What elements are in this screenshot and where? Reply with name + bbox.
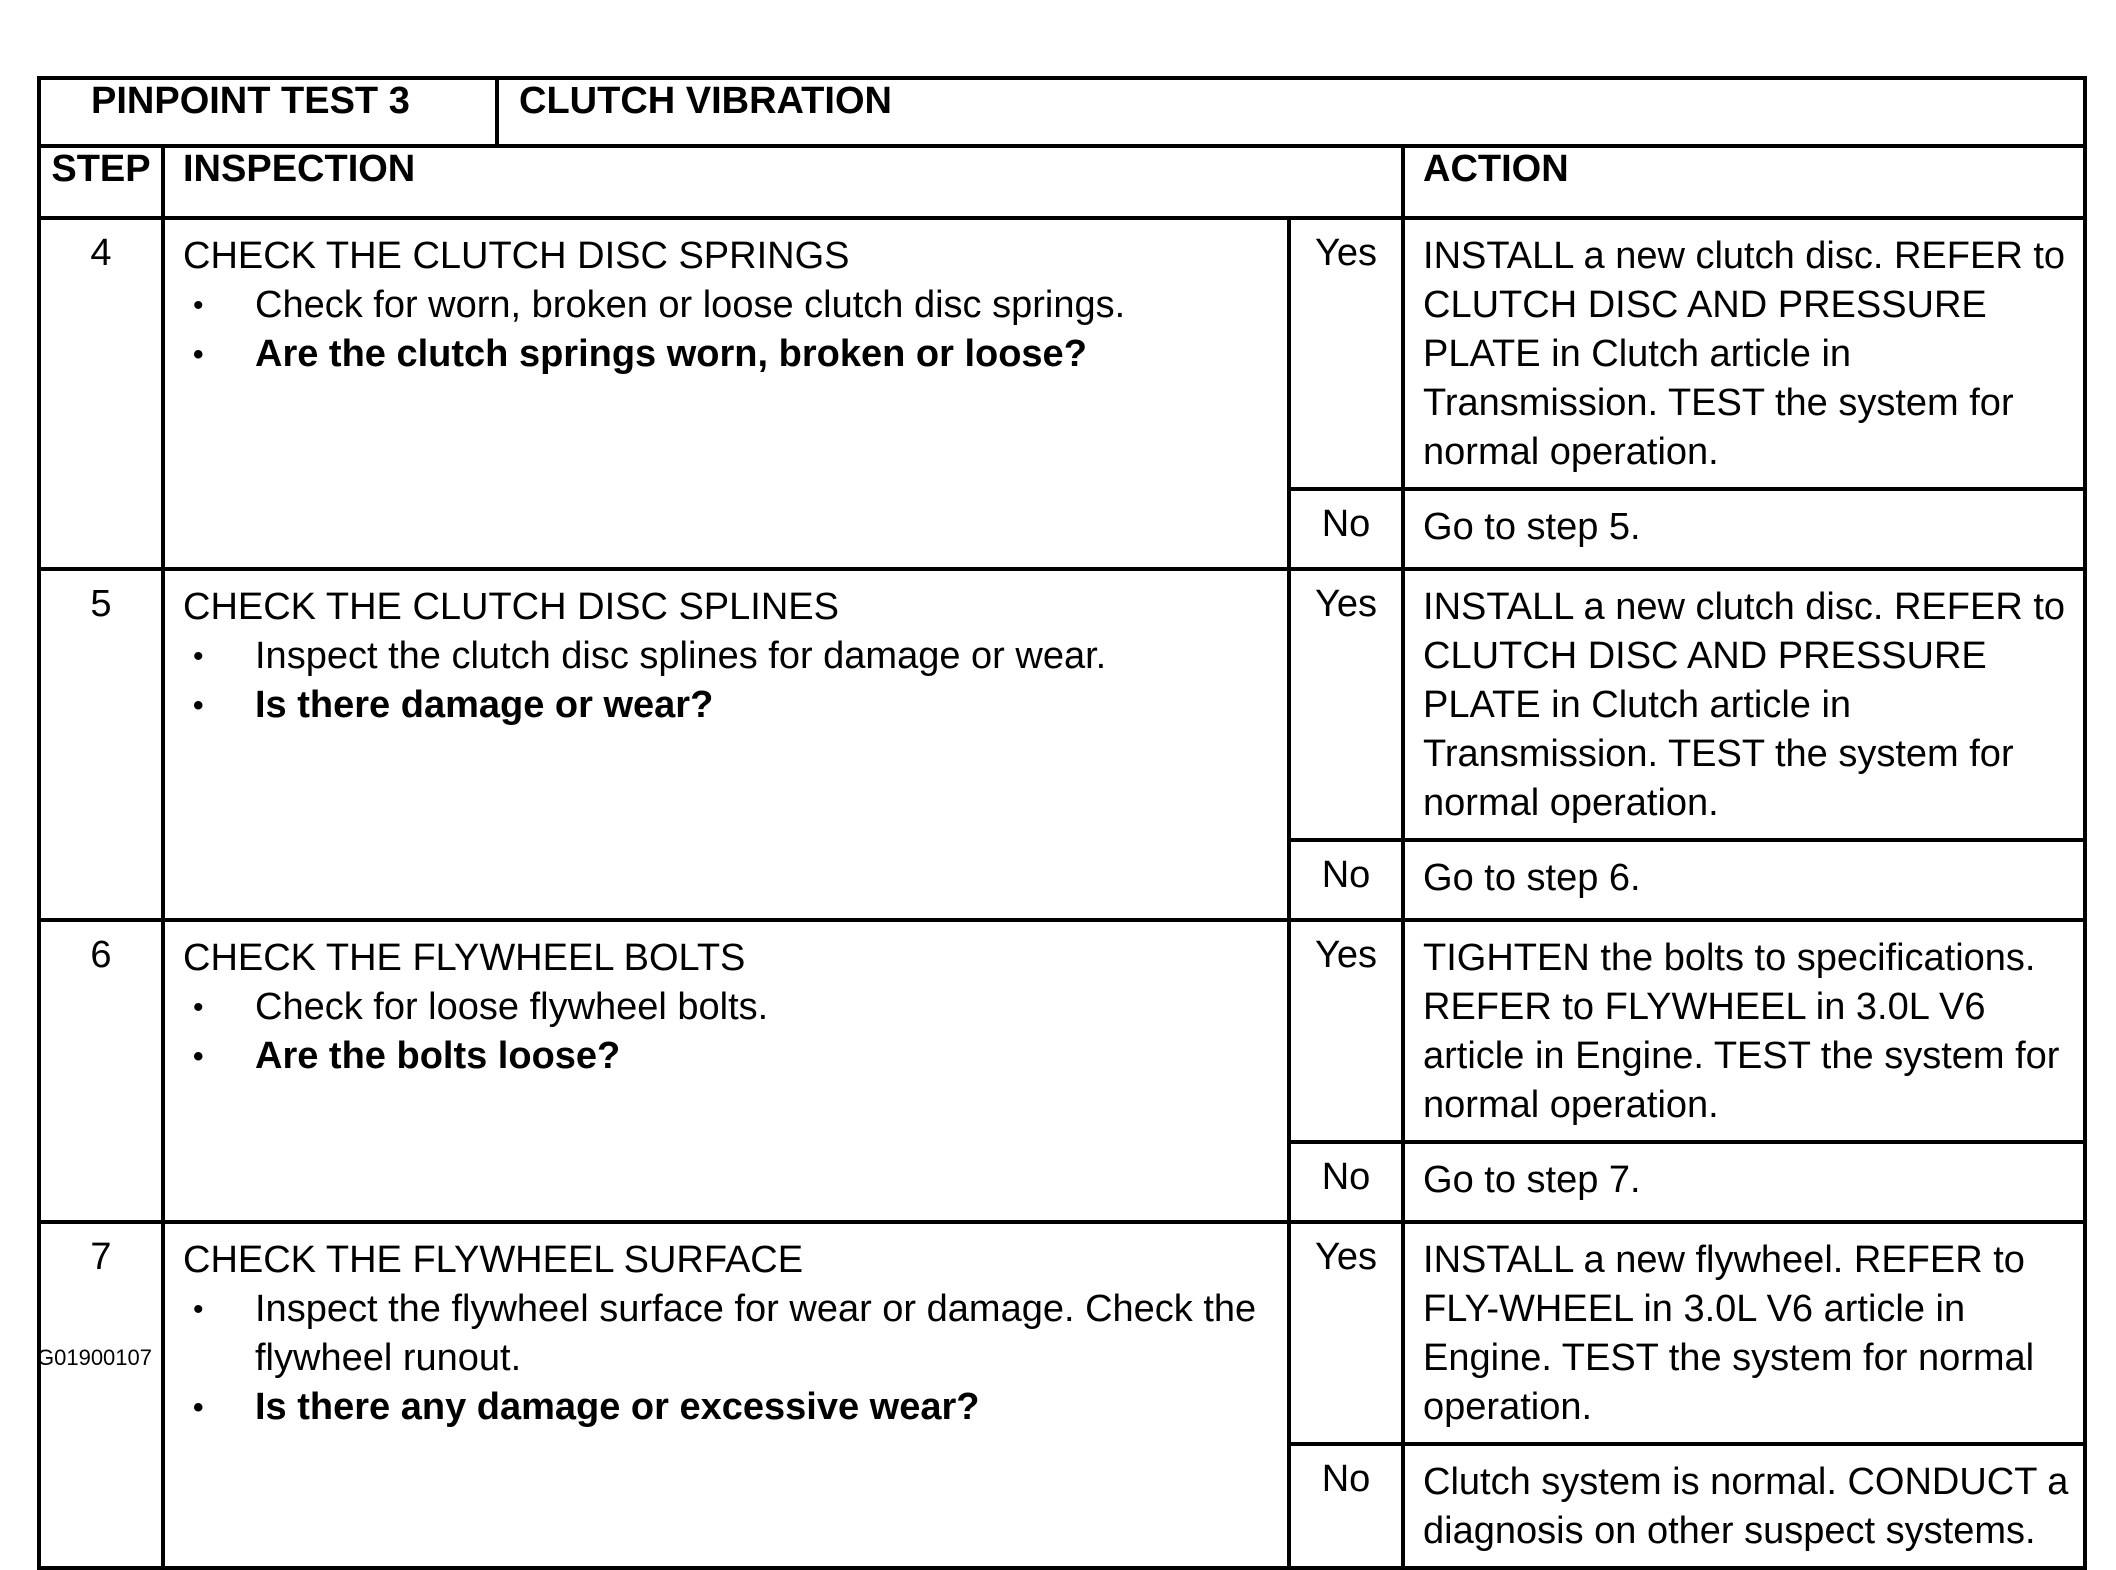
step-number: 6	[39, 920, 163, 1222]
inspection-bullets	[183, 632, 1269, 730]
inspection-bullets	[183, 1285, 1269, 1432]
inspection-cell	[163, 218, 1289, 569]
inspection-cell	[163, 569, 1289, 920]
inspection-check: • Inspect the flywheel surface for wear or damage. Check the flywheel runout.	[183, 1285, 1269, 1383]
action-column-header: ACTION	[1403, 146, 2085, 218]
step-row-yes	[39, 218, 2085, 489]
step-number: 5	[39, 569, 163, 920]
inspection-check: • Check for worn, broken or loose clutch disc springs.	[183, 281, 1269, 330]
inspection-bullets	[183, 983, 1269, 1081]
yes-label: Yes	[1289, 1222, 1403, 1444]
inspection-cell	[163, 1222, 1289, 1568]
yes-action: INSTALL a new clutch disc. REFER to CLUTCH DISC AND PRESSURE PLATE in Clutch article in Transmission. TEST the system for normal operation.	[1403, 218, 2085, 489]
column-header-row	[39, 146, 2085, 218]
inspection-question: • Is there any damage or excessive wear?	[183, 1383, 1269, 1432]
no-action: Clutch system is normal. CONDUCT a diagnosis on other suspect systems.	[1403, 1444, 2085, 1568]
no-action: Go to step 7.	[1403, 1142, 2085, 1222]
test-subject-title: CLUTCH VIBRATION	[497, 78, 2085, 146]
no-label: No	[1289, 840, 1403, 920]
step-row-yes	[39, 569, 2085, 840]
inspection-heading: CHECK THE CLUTCH DISC SPRINGS	[183, 235, 850, 277]
yes-label: Yes	[1289, 218, 1403, 489]
inspection-heading: CHECK THE FLYWHEEL SURFACE	[183, 1239, 804, 1281]
yes-label: Yes	[1289, 920, 1403, 1142]
no-action: Go to step 6.	[1403, 840, 2085, 920]
inspection-question: • Are the bolts loose?	[183, 1032, 1269, 1081]
inspection-check: • Inspect the clutch disc splines for damage or wear.	[183, 632, 1269, 681]
inspection-check: • Check for loose flywheel bolts.	[183, 983, 1269, 1032]
yes-action: INSTALL a new flywheel. REFER to FLY-WHEEL in 3.0L V6 article in Engine. TEST the system for normal operation.	[1403, 1222, 2085, 1444]
pinpoint-test-table-frame	[37, 76, 2083, 1570]
step-number: 4	[39, 218, 163, 569]
yes-action: INSTALL a new clutch disc. REFER to CLUTCH DISC AND PRESSURE PLATE in Clutch article in Transmission. TEST the system for normal operation.	[1403, 569, 2085, 840]
no-label: No	[1289, 489, 1403, 569]
inspection-column-header: INSPECTION	[163, 146, 1403, 218]
no-action: Go to step 5.	[1403, 489, 2085, 569]
inspection-heading: CHECK THE FLYWHEEL BOLTS	[183, 937, 746, 979]
yes-action: TIGHTEN the bolts to specifications. REFER to FLYWHEEL in 3.0L V6 article in Engine. TEST the system for normal operation.	[1403, 920, 2085, 1142]
no-label: No	[1289, 1444, 1403, 1568]
pinpoint-test-table	[37, 76, 2087, 1570]
step-row-yes	[39, 1222, 2085, 1444]
step-column-header: STEP	[39, 146, 163, 218]
title-row	[39, 78, 2085, 146]
no-label: No	[1289, 1142, 1403, 1222]
test-number-title: PINPOINT TEST 3	[39, 78, 497, 146]
inspection-cell	[163, 920, 1289, 1222]
inspection-question: • Are the clutch springs worn, broken or loose?	[183, 330, 1269, 379]
figure-code: G01900107	[37, 1345, 152, 1370]
inspection-heading: CHECK THE CLUTCH DISC SPLINES	[183, 586, 839, 628]
yes-label: Yes	[1289, 569, 1403, 840]
inspection-bullets	[183, 281, 1269, 379]
step-number: 7	[39, 1222, 163, 1568]
inspection-question: • Is there damage or wear?	[183, 681, 1269, 730]
step-row-yes	[39, 920, 2085, 1142]
